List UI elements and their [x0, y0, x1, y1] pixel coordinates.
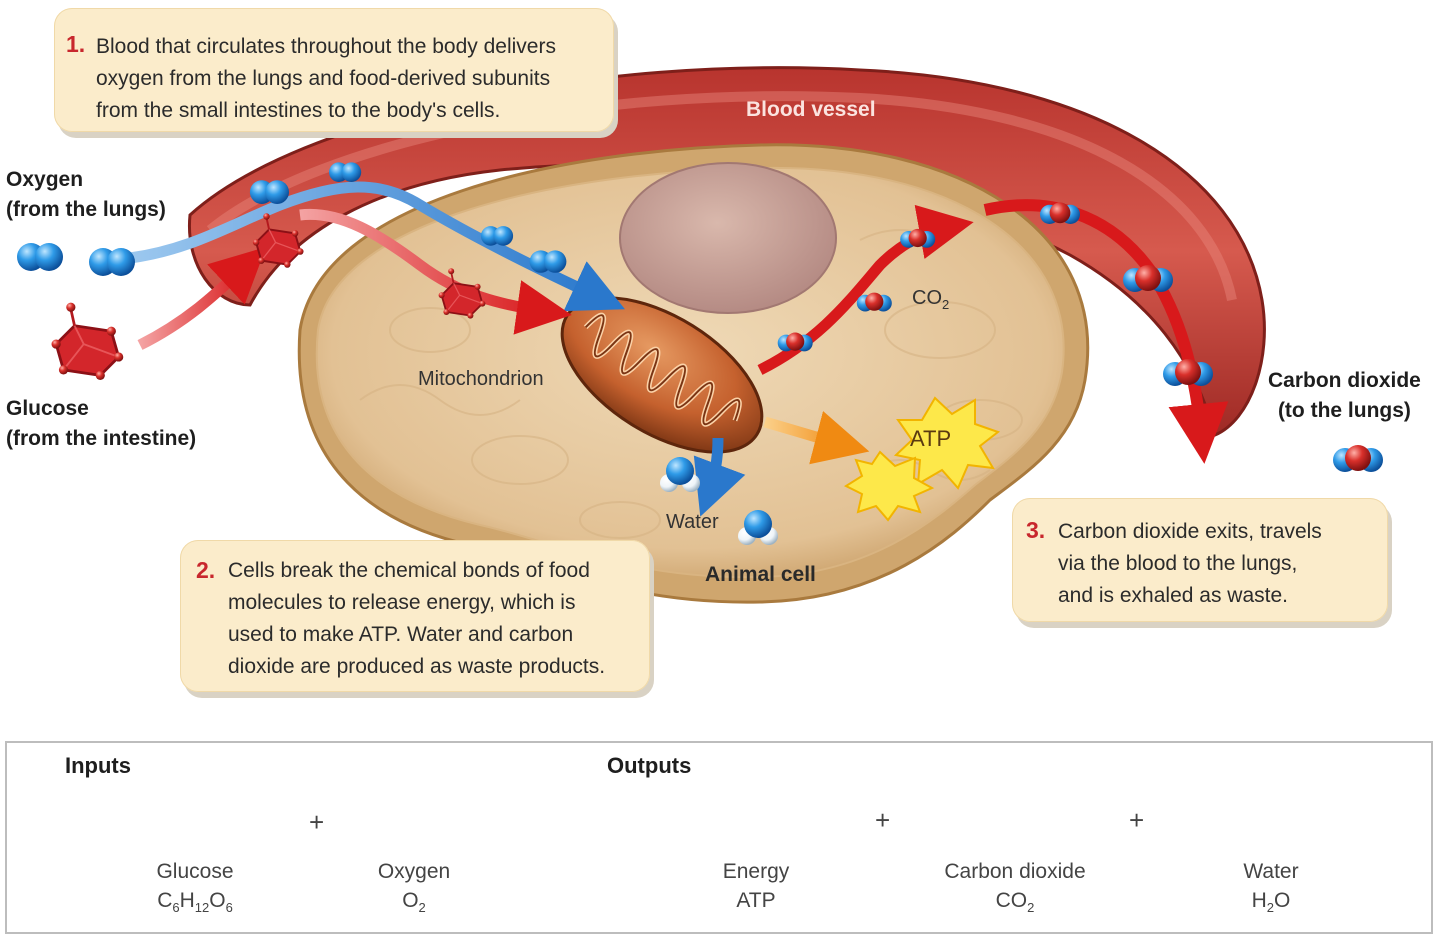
callout-text-line: via the blood to the lungs, [1058, 552, 1298, 575]
callout-text-line: dioxide are produced as waste products. [228, 655, 606, 678]
animal-cell-label: Animal cell [705, 563, 816, 586]
eq-item-carbon-dioxide [915, 857, 1115, 922]
co2-label-subscript: 2 [942, 297, 950, 312]
eq-item-water [1171, 857, 1371, 922]
callout-text-line: used to make ATP. Water and carbon [228, 623, 574, 646]
step-number: 3. [1026, 517, 1046, 543]
co2-label-text: CO [912, 287, 942, 309]
callout-text-line: molecules to release energy, which is [228, 591, 576, 614]
co2-out-label-title: Carbon dioxide [1268, 369, 1421, 392]
outputs-heading: Outputs [607, 753, 692, 778]
plus-sign: + [309, 807, 325, 837]
oxygen-label-title: Oxygen [6, 168, 84, 191]
step-number: 2. [196, 557, 216, 583]
glucose-label [6, 394, 196, 454]
callout-text-line: Carbon dioxide exits, travels [1058, 520, 1322, 543]
callout-step-1 [54, 8, 614, 132]
eq-item-formula: $C_6H_{12}O_6$ [157, 889, 233, 916]
eq-item-name: Carbon dioxide [944, 860, 1086, 883]
water-label: Water [666, 511, 719, 533]
eq-item-oxygen [314, 857, 514, 922]
mitochondrion-label: Mitochondrion [418, 368, 544, 390]
eq-item-formula: $O_2$ [402, 889, 426, 916]
inputs-heading: Inputs [65, 753, 131, 778]
glucose-label-title: Glucose [6, 397, 89, 420]
eq-item-glucose [95, 857, 295, 922]
eq-item-name: Glucose [156, 860, 234, 883]
callout-step-3 [1012, 498, 1388, 622]
plus-sign: + [875, 805, 891, 835]
blood-vessel-label: Blood vessel [746, 98, 876, 121]
eq-item-formula: $H_2O$ [1251, 889, 1291, 916]
callout-text-line: from the small intestines to the body's cells. [96, 99, 501, 122]
eq-item-formula: ATP [736, 889, 776, 912]
nucleus [620, 163, 836, 313]
co2-label [912, 287, 949, 312]
eq-item-energy [656, 857, 856, 915]
callout-text-line: Blood that circulates throughout the body delivers [96, 35, 556, 58]
oxygen-label [6, 165, 166, 225]
atp-label: ATP [910, 426, 952, 451]
co2-out-label-dest: (to the lungs) [1277, 399, 1411, 422]
eq-item-formula: $CO_2$ [995, 889, 1035, 916]
eq-item-name: Water [1243, 860, 1299, 883]
callout-text-line: oxygen from the lungs and food-derived subunits [96, 67, 551, 90]
callout-step-2 [180, 540, 650, 692]
eq-item-name: Oxygen [377, 860, 451, 883]
equation-panel [5, 741, 1433, 934]
callout-text-line: and is exhaled as waste. [1058, 584, 1288, 607]
co2-out-label [1268, 366, 1421, 426]
oxygen-label-source: (from the lungs) [6, 198, 166, 221]
plus-sign: + [1129, 805, 1145, 835]
callout-text-line: Cells break the chemical bonds of food [228, 559, 590, 582]
step-number: 1. [66, 31, 86, 57]
eq-item-name: Energy [722, 860, 790, 883]
glucose-label-source: (from the intestine) [6, 427, 197, 450]
